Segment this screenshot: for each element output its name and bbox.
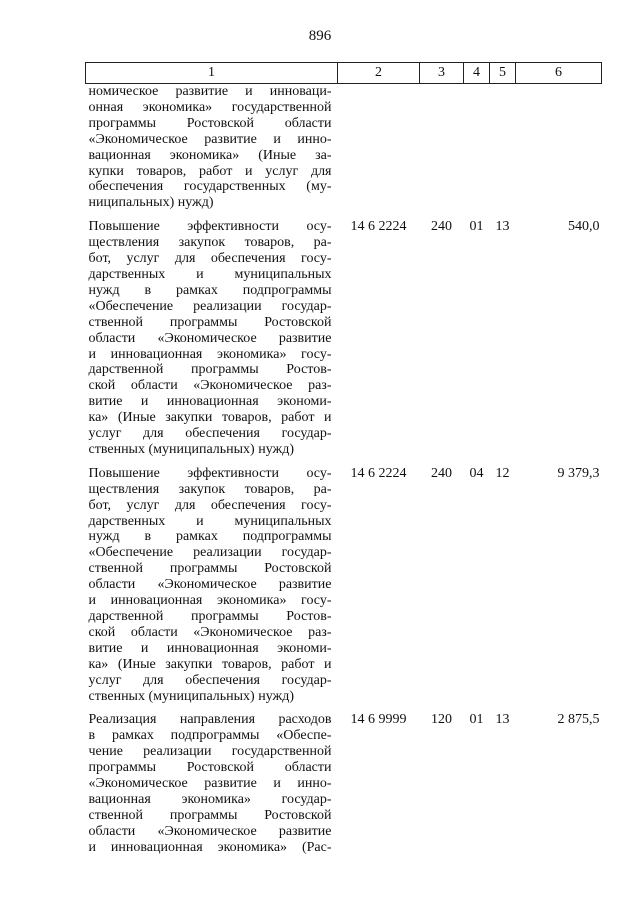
description-line: купки товаров, работ и услуг для [88, 163, 332, 179]
header-col-1: 1 [86, 63, 338, 84]
description-line: «Обеспечение реализации государ- [88, 545, 332, 561]
description-line: «Экономическое развитие и инно- [88, 776, 332, 792]
row-section: 01 [469, 219, 484, 235]
description-line: области «Экономическое развитие [88, 577, 332, 593]
row-target-code: 14 6 2224 [350, 465, 407, 481]
description-line: ственных (муниципальных) нужд) [88, 441, 294, 457]
description-line: витие и инновационная экономи- [88, 640, 332, 656]
description-line: и инновационная экономика» госу- [88, 593, 332, 609]
description-line: обеспечения государственных (му- [88, 179, 332, 195]
description-line: бот, услуг для обеспечения госу- [88, 497, 332, 513]
row-description [86, 712, 338, 863]
description-line: программы Ростовской области [88, 115, 332, 131]
table-row [86, 219, 602, 466]
description-line: ка» (Иные закупки товаров, работ и [88, 410, 332, 426]
description-line: услуг для обеспечения государ- [88, 426, 332, 442]
table-row [86, 466, 602, 713]
row-section [464, 84, 490, 220]
description-line: Повышение эффективности осу- [88, 219, 332, 235]
description-line: ской области «Экономическое раз- [88, 624, 332, 640]
description-line: онная экономика» государственной [88, 99, 332, 115]
description-line: нужд в рамках подпрограммы [88, 282, 332, 298]
row-amount: 9 379,3 [557, 465, 600, 481]
description-line: ственных (муниципальных) нужд) [88, 688, 294, 704]
description-line: вационная экономика» государ- [88, 791, 332, 807]
row-section: 01 [469, 712, 484, 728]
description-line: ка» (Иные закупки товаров, работ и [88, 656, 332, 672]
row-section: 04 [469, 465, 484, 481]
description-line: «Обеспечение реализации государ- [88, 298, 332, 314]
header-col-5: 5 [490, 63, 516, 84]
description-line: чение реализации государственной [88, 744, 332, 760]
description-line: ственной программы Ростовской [88, 314, 332, 330]
row-target-code [338, 84, 420, 220]
row-amount [516, 84, 602, 220]
header-col-6: 6 [516, 63, 602, 84]
row-target-code: 14 6 2224 [350, 219, 407, 235]
description-line: ществления закупок товаров, ра- [88, 481, 332, 497]
table-row [86, 712, 602, 863]
description-line: дарственных и муниципальных [88, 513, 332, 529]
description-line: вационная экономика» (Иные за- [88, 147, 332, 163]
description-line: области «Экономическое развитие [88, 330, 332, 346]
row-expense-type: 120 [431, 712, 452, 728]
description-line: номическое развитие и инноваци- [88, 84, 332, 99]
description-line: витие и инновационная экономи- [88, 394, 332, 410]
row-amount: 540,0 [568, 219, 600, 235]
row-description [86, 466, 338, 713]
description-line: ственной программы Ростовской [88, 561, 332, 577]
description-line: дарственных и муниципальных [88, 266, 332, 282]
description-line: услуг для обеспечения государ- [88, 672, 332, 688]
budget-table [85, 62, 602, 864]
table-body [86, 84, 602, 864]
table-header-row [86, 63, 602, 84]
row-subsection: 13 [495, 712, 510, 728]
description-line: Повышение эффективности осу- [88, 465, 332, 481]
header-col-2: 2 [338, 63, 420, 84]
row-expense-type: 240 [431, 219, 452, 235]
description-line: и инновационная экономика» (Рас- [88, 839, 332, 855]
description-line: дарственной программы Ростов- [88, 609, 332, 624]
description-line: и инновационная экономика» госу- [88, 346, 332, 362]
row-subsection: 13 [495, 219, 510, 235]
description-line: ственной программы Ростовской [88, 807, 332, 823]
row-expense-type [420, 84, 464, 220]
row-subsection: 12 [495, 465, 510, 481]
description-line: ниципальных) нужд) [88, 195, 214, 211]
row-subsection [490, 84, 516, 220]
row-description [86, 84, 338, 220]
description-line: «Экономическое развитие и инно- [88, 131, 332, 147]
description-line: ской области «Экономическое раз- [88, 378, 332, 394]
header-col-4: 4 [464, 63, 490, 84]
description-line: в рамках подпрограммы «Обеспе- [88, 728, 332, 744]
row-amount: 2 875,5 [557, 712, 600, 728]
row-expense-type: 240 [431, 465, 452, 481]
header-col-3: 3 [420, 63, 464, 84]
description-line: бот, услуг для обеспечения госу- [88, 251, 332, 267]
description-line: нужд в рамках подпрограммы [88, 529, 332, 545]
description-line: дарственной программы Ростов- [88, 362, 332, 378]
description-line: программы Ростовской области [88, 760, 332, 776]
description-line: области «Экономическое развитие [88, 823, 332, 839]
page-number: 896 [308, 28, 332, 44]
table-row [86, 84, 602, 220]
row-target-code: 14 6 9999 [350, 712, 407, 728]
description-line: ществления закупок товаров, ра- [88, 235, 332, 251]
description-line: Реализация направления расходов [88, 712, 332, 728]
row-description [86, 219, 338, 466]
